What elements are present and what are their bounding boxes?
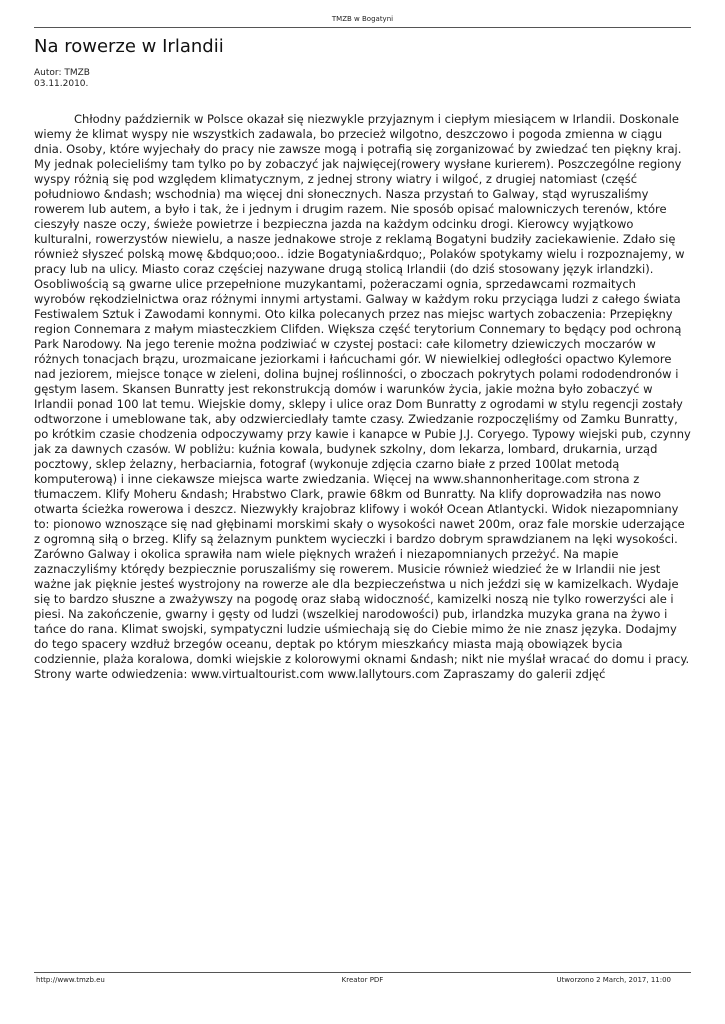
footer-generator: Kreator PDF bbox=[341, 976, 384, 984]
article-title: Na rowerze w Irlandii bbox=[34, 36, 224, 57]
article-author: Autor: TMZB bbox=[34, 68, 90, 78]
article-body bbox=[34, 112, 691, 682]
article-closing: Strony warte odwiedzenia: www.virtualtourist.com www.lallytours.com Zapraszamy do galerii zdjęć bbox=[34, 667, 606, 681]
page-footer bbox=[34, 976, 691, 988]
article-text: Chłodny październik w Polsce okazał się niezwykle przyjaznym i ciepłym miesiącem w Irlandii. Doskonale wiemy że klimat wyspy nie wszystkich zadawala, bo przecież wilgotno, deszczowo i pogoda zmienna w ciągu dnia. Osoby, które wyjechały do pracy nie zawsze mogą i potrafią się zorganizować by zwiedzać ten piękny kraj. My jednak polecieliśmy tam tylko po by zobaczyć jak najwięcej(rowery wysłane kurierem). Poszczególne regiony wyspy różnią się pod względem klimatycznym, z jednej strony wiatry i wilgoć, z drugiej natomiast (część południowo &ndash; wschodnia) ma więcej dni słonecznych. Nasza przystań to Galway, stąd wyruszaliśmy rowerem lub autem, a było i tak, że i jednym i drugim razem. Nie sposób opisać malowniczych terenów, które cieszyły nasze oczy, świeże powietrze i bezpieczna jazda na każdym odcinku drogi. Kierowcy wyjątkowo kulturalni, rowerzystów niewielu, a nasze jednakowe stroje z reklamą Bogatyni budziły zaciekawienie. Zdało się również słyszeć polską mowę &bdquo;ooo.. idzie Bogatynia&rdquo;, Polaków spotykamy wielu i rozpoznajemy, w pracy lub na ulicy. Miasto coraz częściej nazywane drugą stolicą Irlandii (do dziś stosowany język irlandzki). Osobliwością są gwarne ulice przepełnione muzykantami, pożeraczami ognia, sprzedawcami rozmaitych wyrobów rękodzielnictwa oraz różnymi innymi artystami. Galway w każdym roku przyciąga ludzi z całego świata Festiwalem Sztuk i Zawodami konnymi. Oto kilka polecanych przez nas miejsc wartych zobaczenia: Przepiękny region Connemara z małym miasteczkiem Clifden. Większa część terytorium Connemary to będący pod ochroną Park Narodowy. Na jego terenie można podziwiać w czystej postaci: całe kilometry dziewiczych moczarów w różnych tonacjach brązu, urozmaicane jeziorkami i łańcuchami gór. W niewielkiej odległości opactwo Kylemore nad jeziorem, miejsce tonące w zieleni, dolina bujnej roślinności, o zboczach pokrytych polami rododendronów i gęstym lasem. Skansen Bunratty jest rekonstrukcją domów i warunków życia, jakie można było zobaczyć w Irlandii ponad 100 lat temu. Wiejskie domy, sklepy i ulice oraz Dom Bunratty z ogrodami w stylu regencji zostały odtworzone i umeblowane tak, aby odzwierciedlały tamte czasy. Zwiedzanie rozpoczęliśmy od Zamku Bunratty, po krótkim czasie chodzenia odpoczywamy przy kawie i kanapce w Pubie J.J. Coryego. Typowy wiejski pub, czynny jak za dawnych czasów. W pobliżu: kuźnia kowala, budynek szkolny, dom lekarza, lombard, drukarnia, urząd pocztowy, sklep żelazny, herbaciarnia, fotograf (wykonuje zdjęcia czarno białe z przed 100lat metodą komputerową) i inne ciekawsze miejsca warte zwiedzania. Więcej na www.shannonheritage.com strona z tłumaczem. Klify Moheru &ndash; Hrabstwo Clark, prawie 68km od Bunratty. Na klify doprowadziła nas nowo otwarta ścieżka rowerowa i deszcz. Niezwykły krajobraz klifowy i wokół Ocean Atlantycki. Widok niezapomniany to: pionowo wznoszące się nad głębinami morskimi skały o wysokości nawet 200m, oraz fale morskie uderzające z ogromną siłą o brzeg. Klify są żelaznym punktem wycieczki i bardzo dobrym sprawdzianem na lęki wysokości. Zarówno Galway i okolica sprawiła nam wiele pięknych wrażeń i niezapomnianych przeżyć. Na mapie zaznaczyliśmy którędy bezpiecznie poruszaliśmy się rowerem. Musicie również wiedzieć że w Irlandii nie jest ważne jak pięknie jesteś wystrojony na rowerze ale dla bezpieczeństwa u nich jeździ się w kamizelkach. Wydaje się to bardzo słuszne a zważywszy na pogodę oraz słabą widoczność, kamizelki noszą nie tylko rowerzyści ale i piesi. Na zakończenie, gwarny i gęsty od ludzi (wszelkiej narodowości) pub, irlandzka muzyka grana na żywo i tańce do rana. Klimat swojski, sympatyczni ludzie uśmiechają się do Ciebie mimo że nie znasz języka. Dodajmy do tego spacery wzdłuż brzegów oceanu, deptak po którym mieszkańcy miasta mają obowiązek bycia codziennie, plaża koralowa, domki wiejskie z kolorowymi oknami &ndash; nikt nie myślał wracać do domu i pracy. bbox=[34, 112, 691, 666]
footer-url-link[interactable]: http://www.tmzb.eu bbox=[36, 976, 105, 984]
article-meta bbox=[34, 68, 90, 90]
page-header: TMZB w Bogatyni bbox=[331, 15, 394, 23]
footer-created-date: Utworzono 2 March, 2017, 11:00 bbox=[556, 976, 671, 984]
header-divider bbox=[34, 27, 691, 28]
article-date: 03.11.2010. bbox=[34, 79, 89, 89]
footer-divider bbox=[34, 972, 691, 973]
